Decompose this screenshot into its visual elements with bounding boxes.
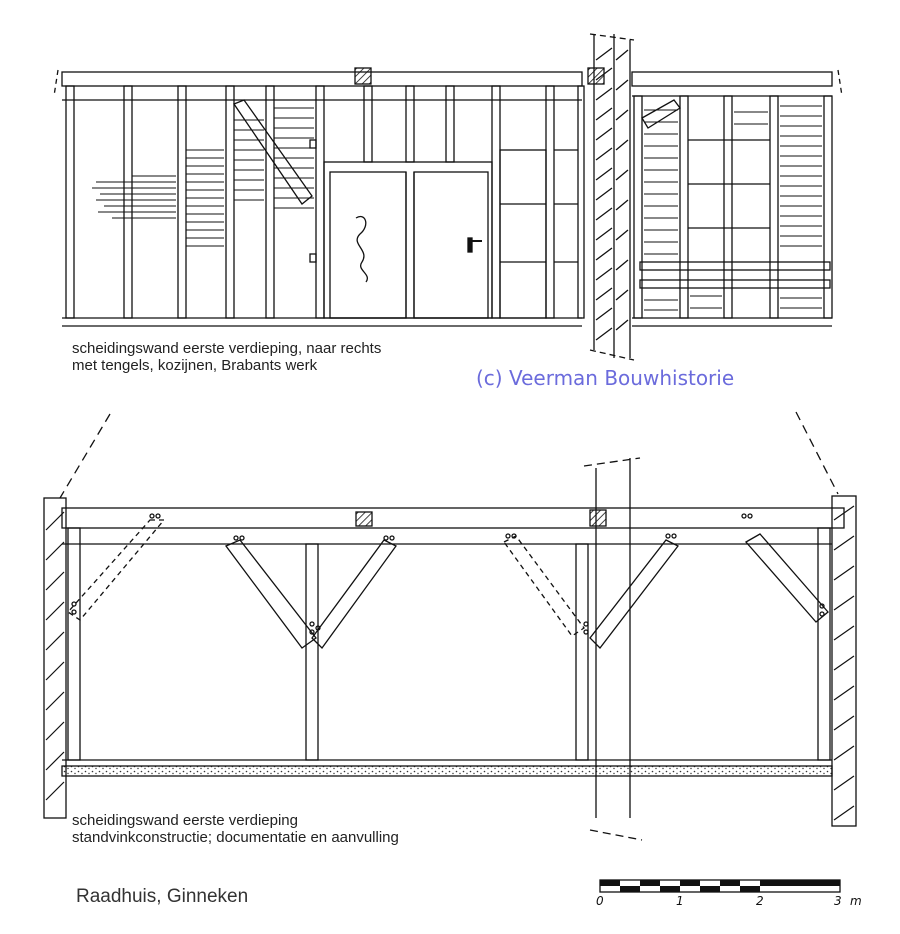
- upper-caption-line-1: scheidingswand eerste verdieping, naar rechts: [72, 340, 382, 357]
- lower-caption: [72, 812, 399, 846]
- scale-bar: [596, 880, 862, 908]
- scale-label-2: 2: [756, 894, 764, 908]
- upper-tengels: [92, 108, 314, 246]
- lower-elevation: [44, 412, 856, 840]
- upper-beam-section-left: [355, 68, 371, 84]
- lower-beam-section-right: [590, 510, 606, 526]
- lower-caption-line-1: scheidingswand eerste verdieping: [72, 812, 298, 829]
- scale-label-3: 3: [834, 894, 842, 908]
- upper-caption: [72, 340, 381, 374]
- lower-caption-line-2: standvinkconstructie; documentatie en aanvulling: [72, 829, 399, 846]
- lower-beam-section-left: [356, 512, 372, 526]
- upper-right-panel: [634, 96, 832, 318]
- upper-caption-line-2: met tengels, kozijnen, Brabants werk: [72, 357, 318, 374]
- drawing-title: Raadhuis, Ginneken: [76, 886, 249, 907]
- watermark: (c) Veerman Bouwhistorie: [476, 366, 735, 390]
- scale-label-0: 0: [596, 894, 604, 908]
- scale-label-1: 1: [676, 894, 684, 908]
- scale-unit: m: [850, 894, 862, 908]
